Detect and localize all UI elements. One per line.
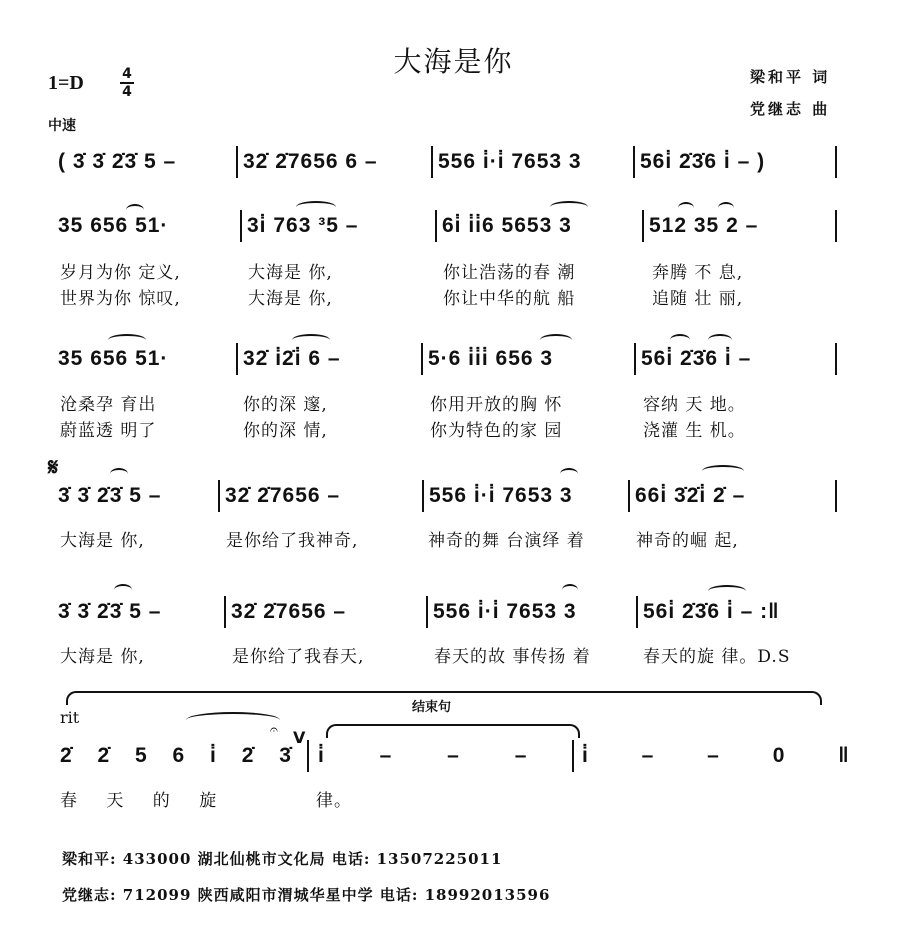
- lyric-v2-m2: 大海是 你,: [248, 289, 333, 309]
- measure-3: 5·6 i̇i̇i̇ 656 3: [428, 347, 554, 370]
- barline: [435, 210, 437, 242]
- barline: [835, 146, 837, 178]
- slur: [292, 334, 330, 346]
- barline: [642, 210, 644, 242]
- measure-4: 56i̇ 2̇3̇6 i̇ –: [641, 347, 752, 370]
- volta-bracket: [326, 724, 580, 738]
- barline: [835, 480, 837, 512]
- key-signature: 1=D: [48, 72, 84, 94]
- barline: [426, 596, 428, 628]
- lyric-v2-m4: 浇灌 生 机。: [643, 421, 746, 441]
- lyric-v1-m2: 大海是 你,: [248, 263, 333, 283]
- slur: [110, 468, 128, 480]
- lyric-v2-m4: 追随 壮 丽,: [652, 289, 744, 309]
- slur: [560, 468, 578, 480]
- breath-mark: V: [293, 728, 306, 747]
- barline: [218, 480, 220, 512]
- lyric-v1-m3: 你用开放的胸 怀: [430, 395, 563, 415]
- slur: [708, 334, 732, 346]
- lyric-m3: 春天的故 事传扬 着: [434, 647, 591, 667]
- fermata-icon: 𝄐: [270, 722, 278, 738]
- lyric-v1-m4: 容纳 天 地。: [643, 395, 746, 415]
- segno-sign: 𝄋: [48, 452, 59, 481]
- barline: [633, 146, 635, 178]
- lyric-v2-m1: 蔚蓝透 明了: [60, 421, 157, 441]
- slur: [718, 202, 734, 214]
- slur: [540, 334, 572, 346]
- barline: [421, 343, 423, 375]
- measure-2: 32̇ 2̇7656 –: [231, 600, 347, 623]
- composer-credit: 党继志 曲: [750, 100, 831, 118]
- slur: [562, 584, 578, 596]
- measure-1: 2̇ 2̇ 5 6 i̇ 2̇ 3̇: [60, 744, 292, 767]
- tempo-marking: 中速: [48, 118, 76, 134]
- ritardando-marking: rit: [60, 708, 80, 727]
- slur: [296, 201, 336, 213]
- lyric-v2-m3: 你为特色的家 园: [430, 421, 563, 441]
- slur: [108, 334, 146, 346]
- lyric-v2-m3: 你让中华的航 船: [443, 289, 576, 309]
- barline: [422, 480, 424, 512]
- barline: [634, 343, 636, 375]
- lyric-v2-m2: 你的深 情,: [243, 421, 328, 441]
- measure-1: 3̇ 3̇ 2̇3̇ 5 –: [58, 600, 162, 623]
- measure-2: 32̇ 2̇7656 –: [225, 484, 341, 507]
- measure-4: 512 35 2 –: [649, 214, 759, 237]
- barline: [236, 146, 238, 178]
- measure-1: ( 3̇ 3̇ 2̇3̇ 5 –: [58, 150, 177, 173]
- measure-2: i̇ – – –: [318, 744, 528, 767]
- lyric-m4: 春天的旋 律。D.S: [643, 647, 791, 667]
- lyric-m1: 大海是 你,: [60, 531, 145, 551]
- barline: [628, 480, 630, 512]
- measure-3: 556 i̇·i̇ 7653 3: [429, 484, 573, 507]
- lyric-m1: 大海是 你,: [60, 647, 145, 667]
- measure-2: 32̇ 2̇7656 6 –: [243, 150, 378, 173]
- slur: [670, 334, 690, 346]
- measure-2: 3i̇ 763 ³5 –: [247, 214, 359, 237]
- barline: [307, 740, 309, 772]
- measure-2: 32̇ i̇2̇i̇ 6 –: [243, 347, 341, 370]
- lyric-m2: 律。: [316, 791, 352, 811]
- lyricist-credit: 梁和平 词: [750, 68, 831, 86]
- time-signature-bottom: 4: [122, 84, 132, 100]
- footer-contact-composer: 党继志: 712099 陕西咸阳市渭城华星中学 电话: 18992013596: [62, 886, 551, 904]
- measure-3: i̇ – – 0 ‖: [582, 744, 850, 767]
- lyric-m4: 神奇的崛 起,: [636, 531, 739, 551]
- barline: [236, 343, 238, 375]
- barline: [835, 210, 837, 242]
- measure-1: 35 656 51·: [58, 214, 169, 237]
- barline: [572, 740, 574, 772]
- slur: [114, 584, 132, 596]
- measure-3: 556 i̇·i̇ 7653 3: [438, 150, 582, 173]
- lyric-v1-m1: 沧桑孕 育出: [60, 395, 157, 415]
- measure-4: 56i̇ 2̇3̇6 i̇ – ): [640, 150, 766, 173]
- song-title: 大海是你: [393, 45, 514, 78]
- lyric-v1-m4: 奔腾 不 息,: [652, 263, 744, 283]
- lyric-m3: 神奇的舞 台演绎 着: [428, 531, 585, 551]
- footer-contact-lyricist: 梁和平: 433000 湖北仙桃市文化局 电话: 13507225011: [62, 850, 503, 868]
- slur: [550, 201, 588, 213]
- lyric-v1-m2: 你的深 邃,: [243, 395, 328, 415]
- lyric-v1-m1: 岁月为你 定义,: [60, 263, 181, 283]
- measure-3: 6i̇ i̇i̇6 5653 3: [442, 214, 572, 237]
- lyric-v2-m1: 世界为你 惊叹,: [60, 289, 181, 309]
- barline: [240, 210, 242, 242]
- slur: [678, 202, 694, 214]
- time-signature: [120, 66, 134, 100]
- slur: [702, 465, 744, 477]
- barline: [636, 596, 638, 628]
- measure-1: 35 656 51·: [58, 347, 169, 370]
- barline: [431, 146, 433, 178]
- barline: [835, 343, 837, 375]
- measure-4: 66i̇ 3̇2̇i̇ 2̇ –: [635, 484, 746, 507]
- lyric-m2: 是你给了我神奇,: [226, 531, 359, 551]
- slur: [708, 585, 746, 597]
- barline: [224, 596, 226, 628]
- lyric-v1-m3: 你让浩荡的春 潮: [443, 263, 576, 283]
- lyric-m1: 春 天 的 旋: [60, 791, 218, 811]
- lyric-m2: 是你给了我春天,: [232, 647, 365, 667]
- time-signature-top: 4: [122, 66, 132, 82]
- measure-4: 56i̇ 2̇3̇6 i̇ – :‖: [643, 600, 780, 623]
- measure-3: 556 i̇·i̇ 7653 3: [433, 600, 577, 623]
- slur: [186, 712, 280, 728]
- ending-label: 结束句: [412, 700, 452, 715]
- measure-1: 3̇ 3̇ 2̇3̇ 5 –: [58, 484, 162, 507]
